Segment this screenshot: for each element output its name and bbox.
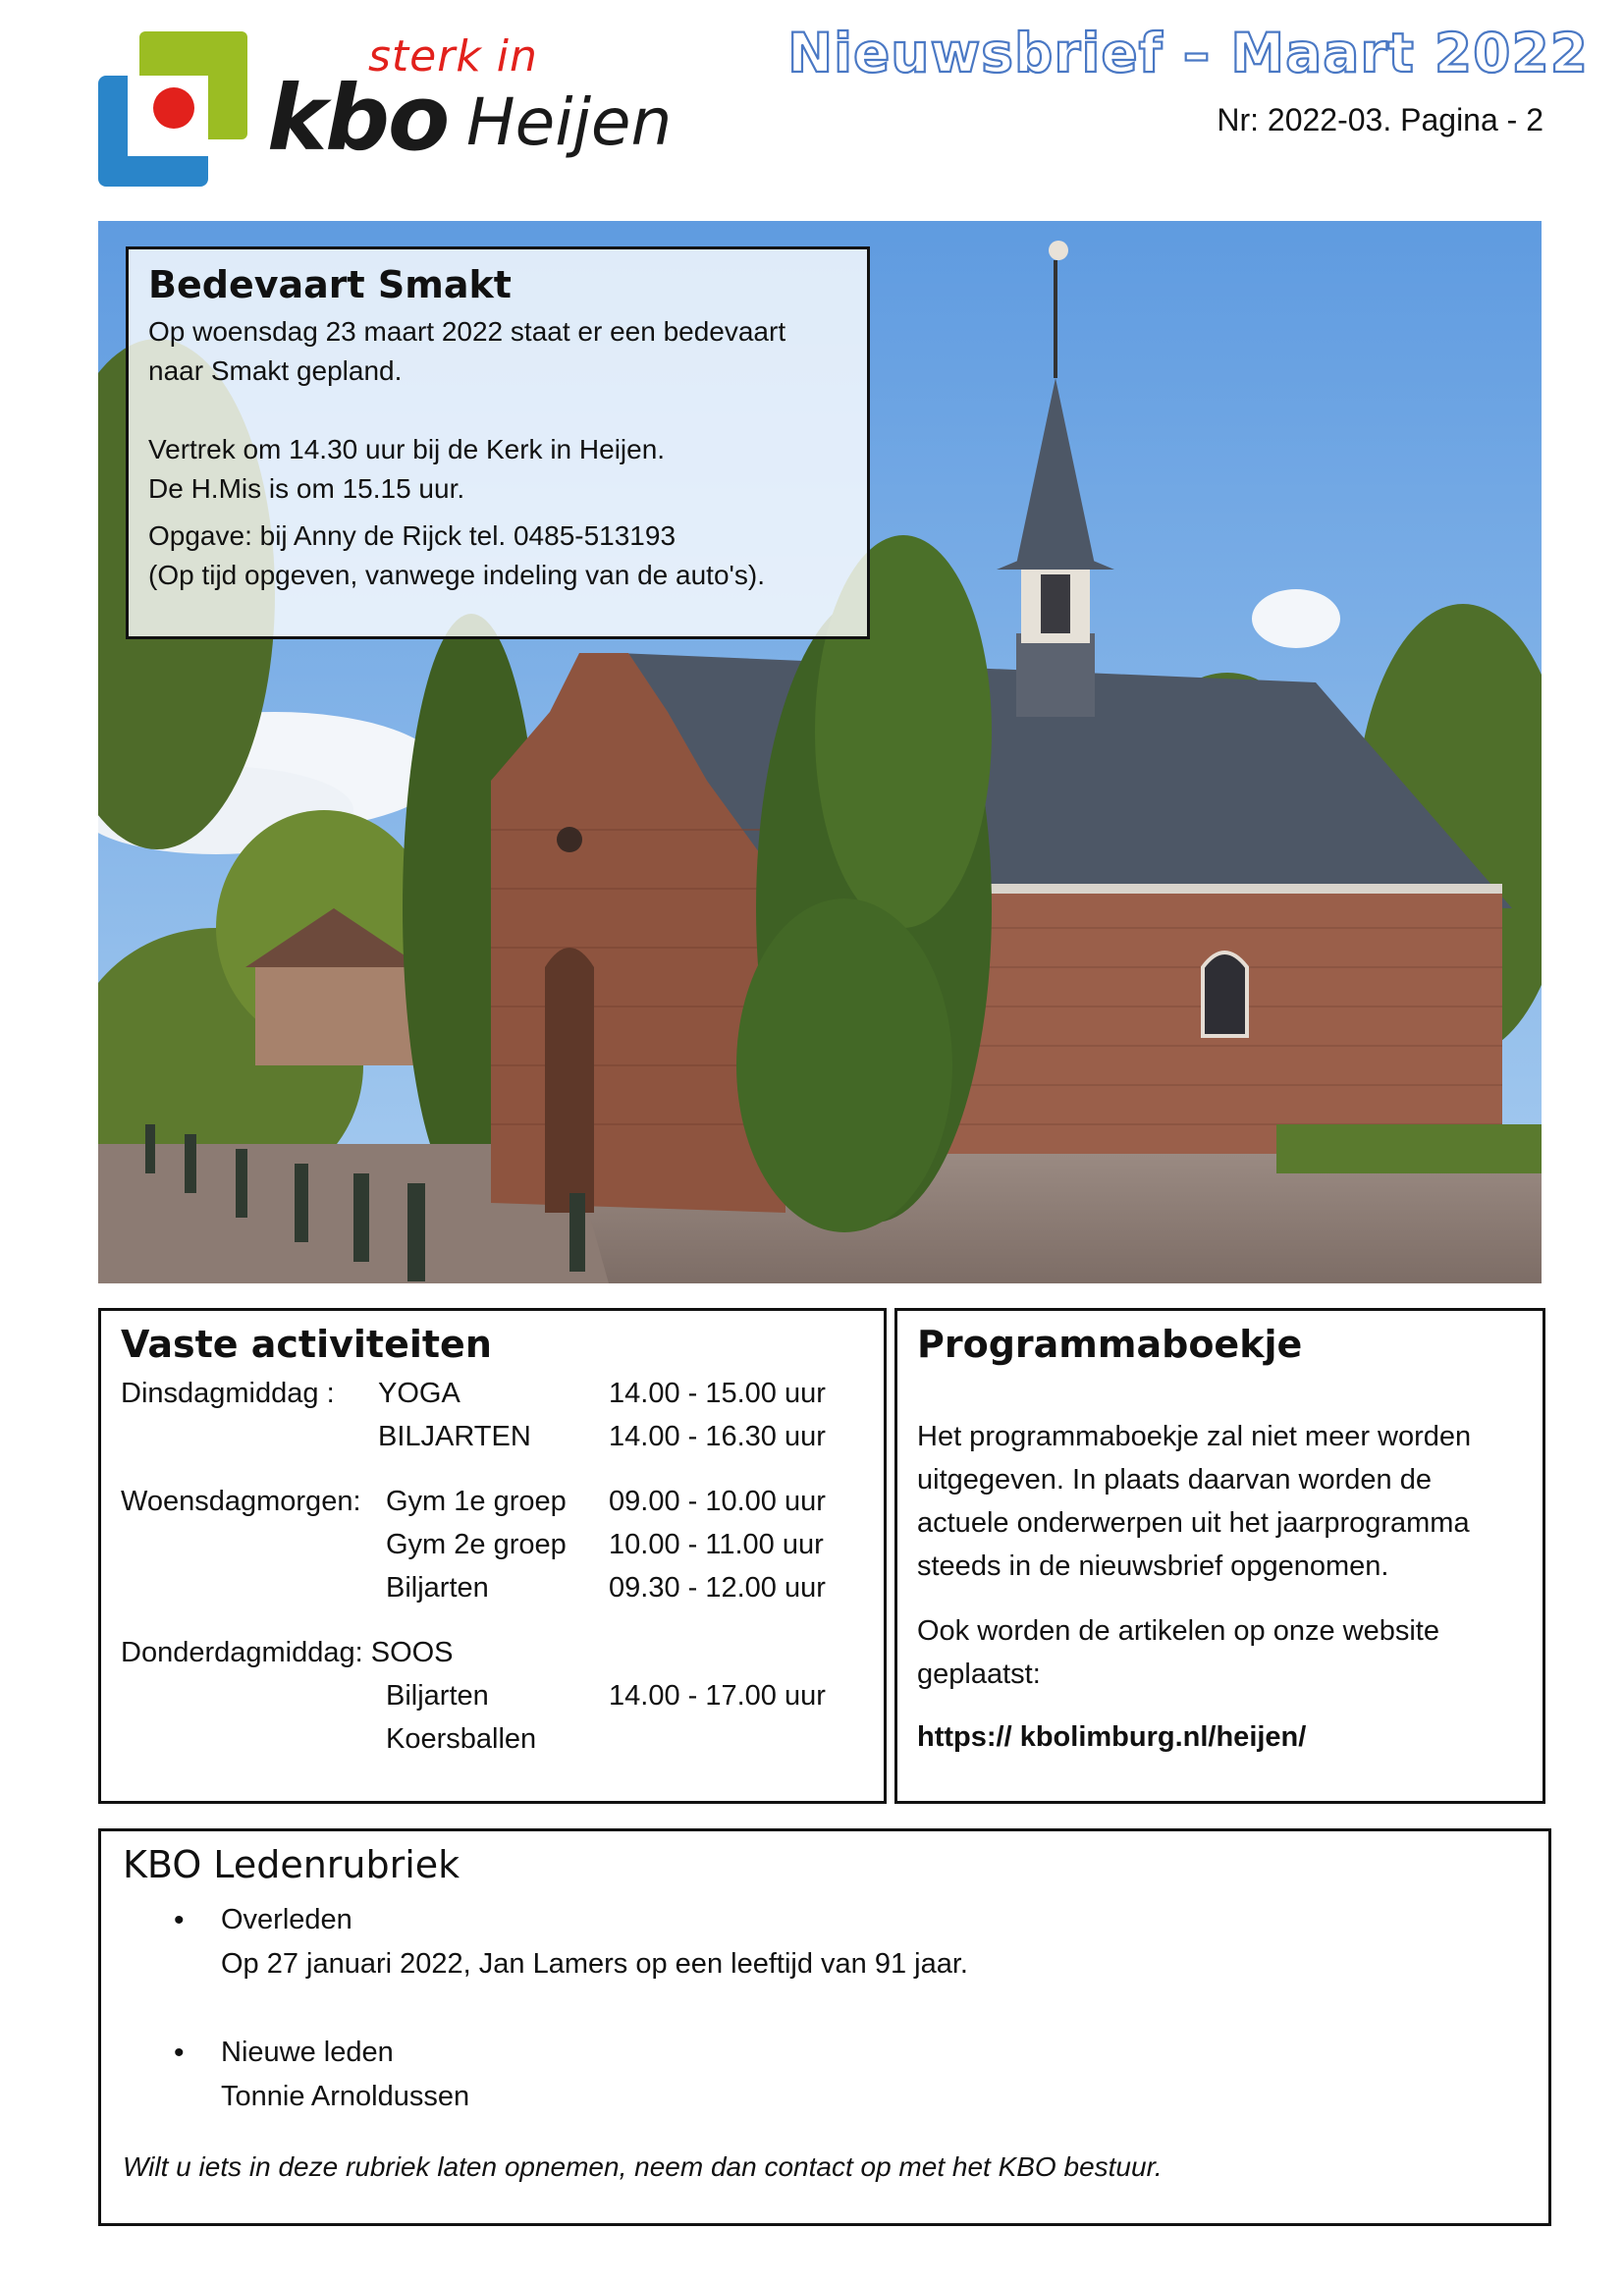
list-item: [123, 1898, 1527, 1986]
website-link[interactable]: https:// kbolimburg.nl/heijen/: [917, 1721, 1307, 1753]
list-item: [123, 2031, 1527, 2119]
pilgrimage-title: Bedevaart Smakt: [148, 263, 512, 306]
activities-box: [98, 1308, 887, 1804]
bullet-icon: •: [174, 1904, 185, 1936]
pilgrimage-signup: Opgave: bij Anny de Rijck tel. 0485-513193: [148, 520, 677, 551]
member-item-heading: Nieuwe leden: [221, 2037, 394, 2068]
activity-row: [121, 1674, 864, 1717]
pilgrimage-intro-line1: Op woensdag 23 maart 2022 staat er een bedevaart: [148, 316, 786, 347]
activity-name: Biljarten: [386, 1572, 489, 1604]
activity-time: 14.00 - 17.00 uur: [609, 1680, 826, 1712]
logo-brand: kbo: [267, 66, 449, 171]
bullet-icon: •: [174, 2037, 185, 2069]
kbo-logo: [98, 31, 687, 189]
activity-name: BILJARTEN: [378, 1421, 531, 1452]
member-item-heading: Overleden: [221, 1904, 352, 1935]
logo-tagline: sterk in: [368, 31, 538, 82]
activity-time: 14.00 - 16.30 uur: [609, 1421, 826, 1452]
activity-name: Gym 1e groep: [386, 1486, 567, 1517]
programme-title: Programmaboekje: [917, 1323, 1303, 1366]
pilgrimage-intro-line2: naar Smakt gepland.: [148, 355, 403, 386]
activity-time: 09.30 - 12.00 uur: [609, 1572, 826, 1604]
member-item-detail: Tonnie Arnoldussen: [221, 2081, 470, 2112]
activity-name: Gym 2e groep: [386, 1529, 567, 1560]
members-title: KBO Ledenrubriek: [123, 1843, 460, 1886]
activity-day: Woensdagmorgen:: [121, 1486, 361, 1517]
kbo-logo-mark: [98, 31, 247, 187]
activity-time: 10.00 - 11.00 uur: [609, 1529, 824, 1560]
activity-name: Koersballen: [386, 1723, 537, 1755]
activity-name: Biljarten: [386, 1680, 489, 1712]
newsletter-title: Nieuwsbrief – Maart 2022: [787, 22, 1589, 84]
activity-day: Dinsdagmiddag :: [121, 1378, 335, 1409]
activity-row: [121, 1631, 864, 1674]
activity-day: Donderdagmiddag: SOOS: [121, 1637, 454, 1668]
activity-row: [121, 1523, 864, 1566]
pilgrimage-mass: De H.Mis is om 15.15 uur.: [148, 473, 465, 504]
logo-place: Heijen: [466, 84, 673, 160]
members-note: Wilt u iets in deze rubriek laten opnemen, neem dan contact op met het KBO bestuur.: [123, 2151, 1163, 2182]
activity-row: [121, 1372, 864, 1415]
issue-info: Nr: 2022-03. Pagina - 2: [1217, 102, 1543, 137]
activity-name: YOGA: [378, 1378, 460, 1409]
activity-row: [121, 1566, 864, 1609]
activity-row: [121, 1717, 864, 1761]
activity-row: [121, 1480, 864, 1523]
activity-time: 09.00 - 10.00 uur: [609, 1486, 826, 1517]
activity-time: 14.00 - 15.00 uur: [609, 1378, 826, 1409]
pilgrimage-departure: Vertrek om 14.30 uur bij de Kerk in Heijen.: [148, 434, 666, 464]
programme-website-text: Ook worden de artikelen op onze website geplaatst:: [917, 1615, 1439, 1690]
members-box: [98, 1828, 1551, 2226]
activity-row: [121, 1415, 864, 1458]
activities-title: Vaste activiteiten: [121, 1323, 492, 1366]
programme-box: [894, 1308, 1545, 1804]
pilgrimage-signup-note: (Op tijd opgeven, vanwege indeling van de auto's).: [148, 560, 765, 590]
programme-text: Het programmaboekje zal niet meer worden uitgegeven. In plaats daarvan worden de actuele onderwerpen uit het jaarprogramma steeds in de nieuwsbrief opgenomen.: [917, 1421, 1472, 1582]
member-item-detail: Op 27 januari 2022, Jan Lamers op een leeftijd van 91 jaar.: [221, 1948, 968, 1980]
pilgrimage-notice: [126, 246, 870, 639]
